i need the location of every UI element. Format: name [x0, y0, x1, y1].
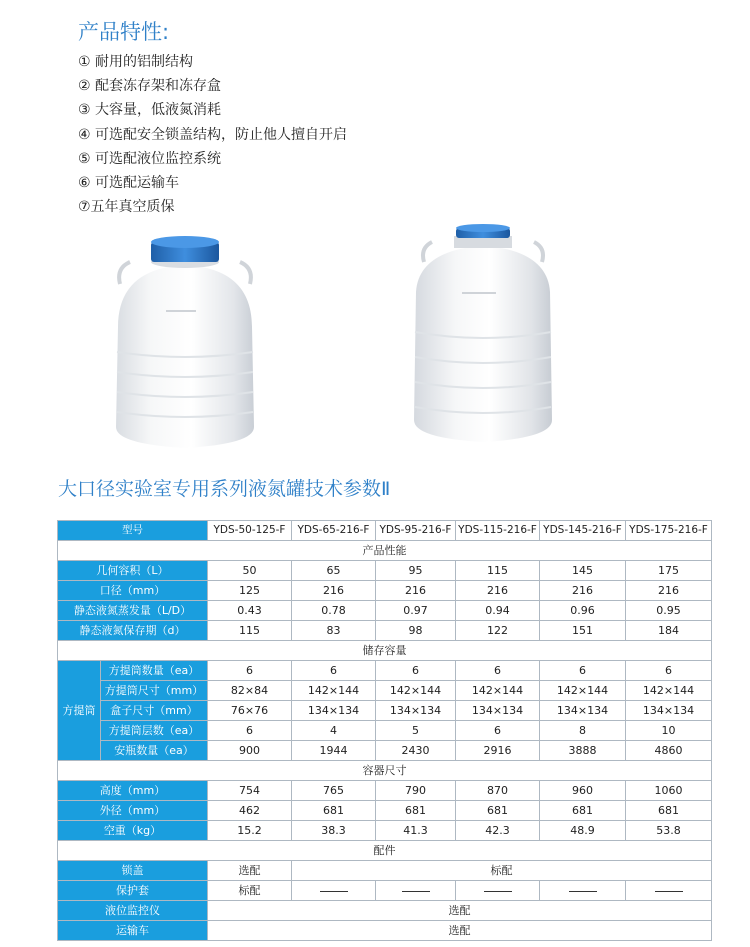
value-cell: 6 [626, 661, 712, 681]
value-cell: 3888 [540, 741, 626, 761]
value-cell: 216 [456, 581, 540, 601]
value-cell: 125 [208, 581, 292, 601]
value-cell: 216 [626, 581, 712, 601]
dash-mark [655, 891, 683, 892]
dash-cell [376, 881, 456, 901]
model-name: YDS-50-125-F [208, 521, 292, 541]
row-label: 液位监控仪 [58, 901, 208, 921]
feature-item: ② 配套冻存架和冻存盒 [78, 78, 222, 95]
value-cell: 6 [456, 721, 540, 741]
value-cell: 681 [626, 801, 712, 821]
value-cell: 0.95 [626, 601, 712, 621]
section-row [58, 841, 712, 861]
value-cell: 选配 [208, 901, 712, 921]
value-cell: 151 [540, 621, 626, 641]
value-cell: 2916 [456, 741, 540, 761]
table-row [58, 581, 712, 601]
table-row [58, 561, 712, 581]
storage-group-label: 方提筒 [58, 661, 101, 761]
value-cell: 134×134 [376, 701, 456, 721]
table-row [58, 901, 712, 921]
section-row [58, 541, 712, 561]
value-cell: 6 [540, 661, 626, 681]
model-name: YDS-145-216-F [540, 521, 626, 541]
value-cell: 142×144 [540, 681, 626, 701]
row-label: 锁盖 [58, 861, 208, 881]
value-cell: 选配 [208, 921, 712, 941]
value-cell: 6 [456, 661, 540, 681]
value-cell: 681 [540, 801, 626, 821]
value-cell: 15.2 [208, 821, 292, 841]
table-row [58, 701, 712, 721]
value-cell: 6 [208, 661, 292, 681]
value-cell: 0.96 [540, 601, 626, 621]
value-cell: 4860 [626, 741, 712, 761]
table-row [58, 881, 712, 901]
model-name: YDS-65-216-F [292, 521, 376, 541]
dash-mark [320, 891, 348, 892]
value-cell: 462 [208, 801, 292, 821]
table-row [58, 781, 712, 801]
table-header-row [58, 521, 712, 541]
table-row [58, 681, 712, 701]
value-cell: 82×84 [208, 681, 292, 701]
value-cell: 681 [376, 801, 456, 821]
row-label: 外径（mm） [58, 801, 208, 821]
value-cell: 38.3 [292, 821, 376, 841]
value-cell: 0.97 [376, 601, 456, 621]
value-cell: 216 [540, 581, 626, 601]
table-row [58, 601, 712, 621]
table-row [58, 661, 712, 681]
value-cell: 142×144 [626, 681, 712, 701]
value-cell: 98 [376, 621, 456, 641]
table-title: 大口径实验室专用系列液氮罐技术参数Ⅱ [58, 478, 391, 500]
value-cell: 0.78 [292, 601, 376, 621]
value-cell: 6 [376, 661, 456, 681]
row-label: 几何容积（L） [58, 561, 208, 581]
value-cell: 95 [376, 561, 456, 581]
value-cell: 8 [540, 721, 626, 741]
value-cell: 53.8 [626, 821, 712, 841]
row-label: 口径（mm） [58, 581, 208, 601]
tank-image-left [108, 232, 262, 454]
row-label: 方提筒层数（ea） [101, 721, 208, 741]
section-heading: 产品性能 [58, 541, 712, 561]
value-cell: 790 [376, 781, 456, 801]
value-cell: 41.3 [376, 821, 456, 841]
table-row [58, 721, 712, 741]
table-row [58, 621, 712, 641]
tank-image-right [410, 222, 556, 444]
feature-item: ③ 大容量，低液氮消耗 [78, 102, 222, 119]
value-cell: 216 [292, 581, 376, 601]
dash-cell [626, 881, 712, 901]
value-cell: 选配 [208, 861, 292, 881]
dash-cell [292, 881, 376, 901]
row-label: 方提筒尺寸（mm） [101, 681, 208, 701]
value-cell: 1944 [292, 741, 376, 761]
value-cell: 681 [292, 801, 376, 821]
value-cell: 900 [208, 741, 292, 761]
row-label: 盒子尺寸（mm） [101, 701, 208, 721]
row-label: 方提筒数量（ea） [101, 661, 208, 681]
section-heading: 储存容量 [58, 641, 712, 661]
value-cell: 115 [456, 561, 540, 581]
feature-item: ① 耐用的铝制结构 [78, 54, 194, 70]
value-cell: 10 [626, 721, 712, 741]
value-cell: 115 [208, 621, 292, 641]
value-cell: 142×144 [376, 681, 456, 701]
value-cell: 76×76 [208, 701, 292, 721]
row-label: 空重（kg） [58, 821, 208, 841]
value-cell: 6 [208, 721, 292, 741]
feature-item: ⑦五年真空质保 [78, 199, 175, 216]
section-row [58, 641, 712, 661]
row-label: 保护套 [58, 881, 208, 901]
value-cell: 4 [292, 721, 376, 741]
value-cell: 870 [456, 781, 540, 801]
spec-table [57, 520, 712, 941]
value-cell: 42.3 [456, 821, 540, 841]
dash-cell [540, 881, 626, 901]
features-title: 产品特性: [78, 20, 170, 44]
table-row [58, 921, 712, 941]
row-label: 高度（mm） [58, 781, 208, 801]
feature-item: ④ 可选配安全锁盖结构，防止他人擅自开启 [78, 126, 347, 143]
value-cell: 216 [376, 581, 456, 601]
feature-item: ⑤ 可选配液位监控系统 [78, 150, 222, 167]
table-row [58, 801, 712, 821]
value-cell: 142×144 [292, 681, 376, 701]
model-name: YDS-115-216-F [456, 521, 540, 541]
value-cell: 175 [626, 561, 712, 581]
value-cell: 标配 [208, 881, 292, 901]
section-heading: 容器尺寸 [58, 761, 712, 781]
section-row [58, 761, 712, 781]
row-label: 安瓶数量（ea） [101, 741, 208, 761]
table-row [58, 741, 712, 761]
value-cell: 5 [376, 721, 456, 741]
value-cell: 134×134 [540, 701, 626, 721]
table-row [58, 861, 712, 881]
model-name: YDS-175-216-F [626, 521, 712, 541]
dash-mark [569, 891, 597, 892]
value-cell: 1060 [626, 781, 712, 801]
value-cell: 标配 [292, 861, 712, 881]
row-label: 运输车 [58, 921, 208, 941]
value-cell: 134×134 [456, 701, 540, 721]
value-cell: 681 [456, 801, 540, 821]
feature-item: ⑥ 可选配运输车 [78, 175, 180, 192]
feature-list [78, 50, 347, 219]
value-cell: 122 [456, 621, 540, 641]
value-cell: 83 [292, 621, 376, 641]
value-cell: 6 [292, 661, 376, 681]
value-cell: 2430 [376, 741, 456, 761]
value-cell: 134×134 [626, 701, 712, 721]
value-cell: 0.94 [456, 601, 540, 621]
header-label: 型号 [58, 521, 208, 541]
value-cell: 184 [626, 621, 712, 641]
value-cell: 134×134 [292, 701, 376, 721]
model-name: YDS-95-216-F [376, 521, 456, 541]
dash-mark [484, 891, 512, 892]
value-cell: 765 [292, 781, 376, 801]
value-cell: 48.9 [540, 821, 626, 841]
row-label: 静态液氮保存期（d） [58, 621, 208, 641]
dash-cell [456, 881, 540, 901]
value-cell: 960 [540, 781, 626, 801]
table-row [58, 821, 712, 841]
value-cell: 754 [208, 781, 292, 801]
row-label: 静态液氮蒸发量（L/D） [58, 601, 208, 621]
value-cell: 0.43 [208, 601, 292, 621]
value-cell: 145 [540, 561, 626, 581]
value-cell: 50 [208, 561, 292, 581]
section-heading: 配件 [58, 841, 712, 861]
value-cell: 65 [292, 561, 376, 581]
value-cell: 142×144 [456, 681, 540, 701]
dash-mark [402, 891, 430, 892]
